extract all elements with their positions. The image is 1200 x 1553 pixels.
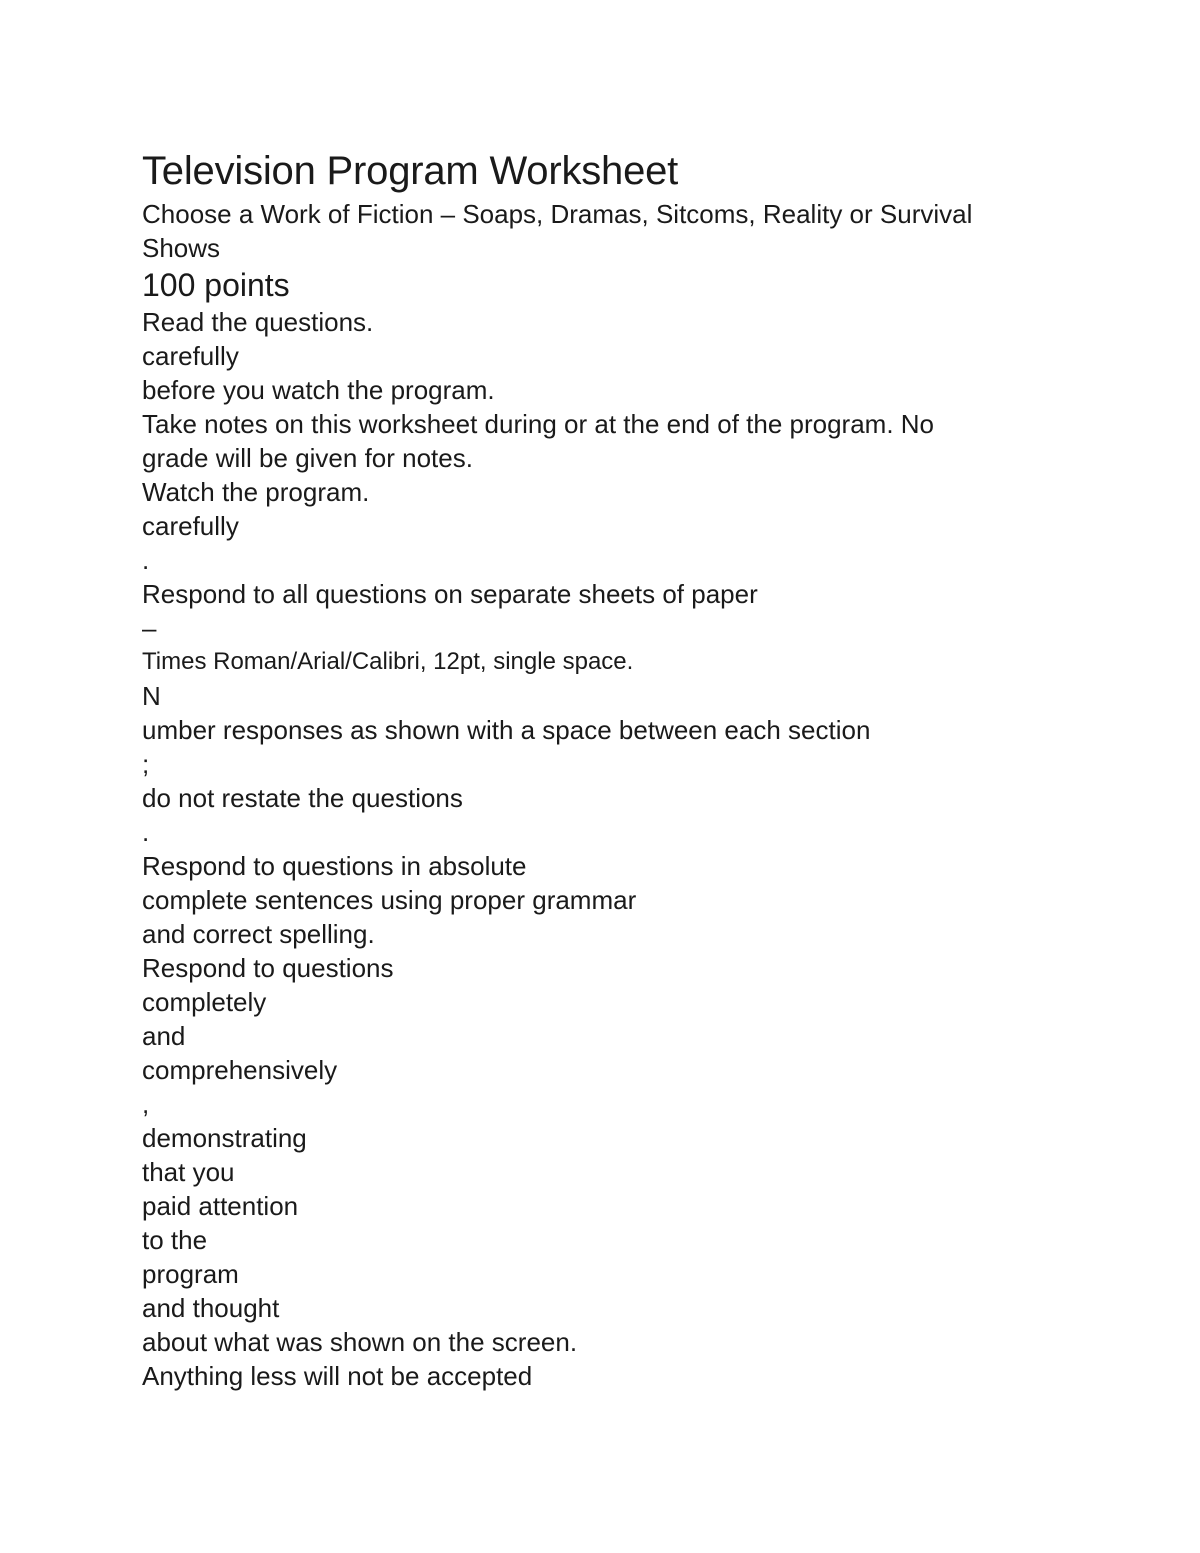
instruction-line: and correct spelling. <box>142 919 375 949</box>
instruction-line: carefully <box>142 511 239 541</box>
instruction-line: do not restate the questions <box>142 783 463 813</box>
instruction-line: – <box>142 613 157 643</box>
instruction-line: Anything less will not be accepted <box>142 1361 533 1391</box>
document-title: Television Program Worksheet <box>142 149 679 193</box>
instruction-line: , <box>142 1089 150 1119</box>
instruction-line: . <box>142 817 150 847</box>
instruction-line: that you <box>142 1157 235 1187</box>
instruction-line: Watch the program. <box>142 477 370 507</box>
instruction-line: ; <box>142 749 150 779</box>
instruction-line: Read the questions. <box>142 307 374 337</box>
instruction-line: Respond to questions in absolute <box>142 851 527 881</box>
instruction-line: demonstrating <box>142 1123 307 1153</box>
instruction-line: Respond to questions <box>142 953 394 983</box>
instruction-line: completely <box>142 987 267 1017</box>
instruction-lines <box>142 305 1062 1393</box>
instruction-line: Times Roman/Arial/Calibri, 12pt, single space. <box>142 648 634 675</box>
document-page <box>142 145 1062 1393</box>
instruction-line: comprehensively <box>142 1055 338 1085</box>
instruction-line: grade will be given for notes. <box>142 443 473 473</box>
instruction-line: . <box>142 545 150 575</box>
instruction-line: paid attention <box>142 1191 299 1221</box>
instruction-line: complete sentences using proper grammar <box>142 885 637 915</box>
instruction-line: Take notes on this worksheet during or at the end of the program. No <box>142 409 935 439</box>
points-label: 100 points <box>142 267 290 303</box>
instruction-line: and thought <box>142 1293 280 1323</box>
instruction-line: about what was shown on the screen. <box>142 1327 578 1357</box>
instruction-line: and <box>142 1021 186 1051</box>
instruction-line: Respond to all questions on separate sheets of paper <box>142 579 758 609</box>
instruction-line: carefully <box>142 341 239 371</box>
instruction-line: umber responses as shown with a space between each section <box>142 715 871 745</box>
instruction-line: N <box>142 681 161 711</box>
document-subtitle: Choose a Work of Fiction – Soaps, Dramas, Sitcoms, Reality or Survival Shows <box>142 199 973 263</box>
instruction-line: program <box>142 1259 239 1289</box>
instruction-line: before you watch the program. <box>142 375 495 405</box>
instruction-line: to the <box>142 1225 208 1255</box>
